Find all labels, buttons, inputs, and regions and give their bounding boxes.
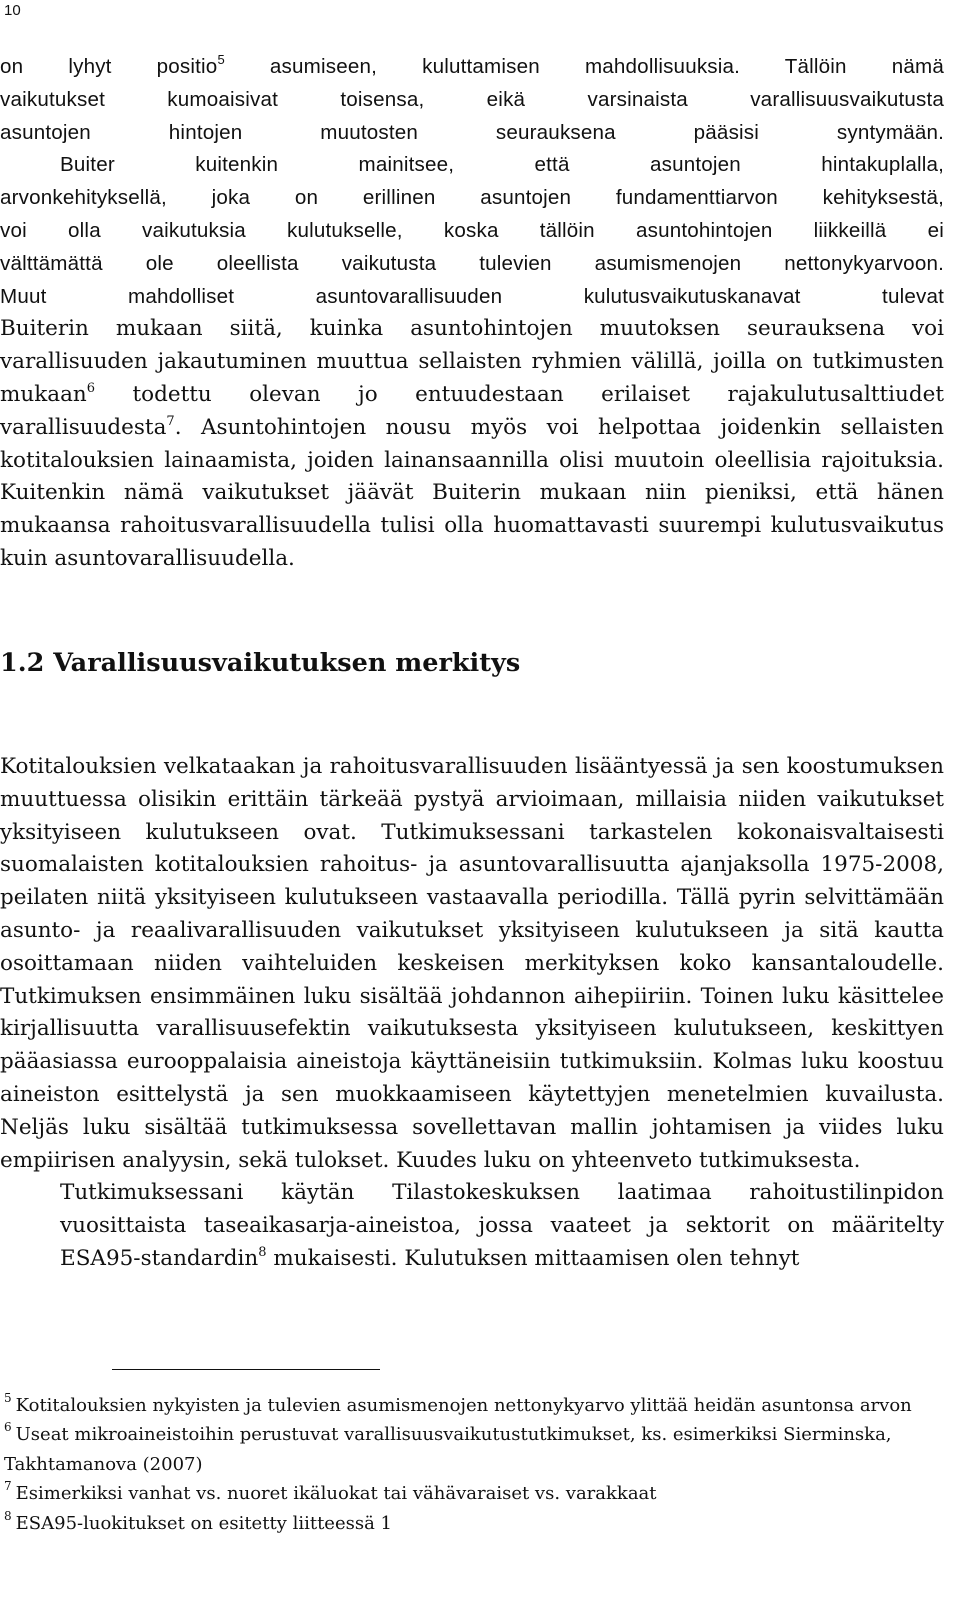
footnote-ref-5: 5 (217, 52, 225, 68)
footnote-7 (4, 1479, 934, 1508)
section-heading: 1.2 Varallisuusvaikutuksen merkitys (0, 648, 521, 678)
section-paragraph-2 (0, 1177, 944, 1275)
text-span: Buiterin mukaan siitä, kuinka asuntohintojen muutoksen seurauksena voi varallisuuden jakautuminen muuttua sellaisten ryhmien välillä, joilla on tutkimusten mukaan (0, 316, 944, 407)
paragraph-buiter-line-3 (0, 215, 944, 248)
text-line: vaikutukset kumoaisivat toisensa, eikä varsinaista varallisuusvaikutusta (0, 87, 944, 111)
footnote-number: 6 (4, 1420, 12, 1435)
text-line: Muut mahdolliset asuntovarallisuuden kulutusvaikutuskanavat tulevat (0, 284, 944, 308)
page-number: 10 (4, 2, 21, 19)
footnote-number: 7 (4, 1479, 12, 1494)
body-text (0, 51, 944, 576)
text-line: on lyhyt positio (0, 55, 218, 78)
footnote-ref-6: 6 (86, 380, 96, 396)
section-body (0, 751, 944, 1276)
text-line: asumiseen, kuluttamisen mahdollisuuksia. Tällöin nämä (224, 55, 944, 78)
paragraph-buiter-serif (0, 313, 944, 575)
footnote-text: ESA95-luokitukset on esitetty liitteessä 1 (15, 1512, 392, 1534)
section-paragraph-1: Kotitalouksien velkataakan ja rahoitusvarallisuuden lisääntyessä ja sen koostumuksen muuttuessa olisikin erittäin tärkeää pystyä arvioimaan, millaisia niiden vaikutukset yksityiseen kulutukseen ovat. Tutkimuksessani tarkastelen kokonaisvaltaisesti suomalaisten kotitalouksien rahoitus- ja asuntovarallisuutta ajanjaksolla 1975-2008, peilaten niitä yksityiseen kulutukseen vastaavalla periodilla. Tällä pyrin selvittämään asunto- ja reaalivarallisuuden vaikutukset yksityiseen kulutukseen ja sitä kautta osoittamaan niiden vaihteluiden keskeisen merkityksen koko kansantaloudelle. Tutkimuksen ensimmäinen luku sisältää johdannon aihepiiriin. Toinen luku käsittelee kirjallisuutta varallisuusefektin vaikutuksesta yksityiseen kulutukseen, keskittyen pääasiassa eurooppalaisia aineistoja käyttäneisiin tutkimuksiin. Kolmas luku koostuu aineiston esittelystä ja sen muokkaamiseen käytettyjen menetelmien kuvailusta. Neljäs luku sisältää tutkimuksessa sovellettavan mallin johtamisen ja viides luku empiirisen analyysin, sekä tulokset. Kuudes luku on yhteenveto tutkimuksesta. (0, 754, 944, 1173)
footnotes (4, 1391, 934, 1538)
text-span: mukaisesti. Kulutuksen mittaamisen olen tehnyt (266, 1245, 800, 1271)
footnote-6 (4, 1420, 934, 1479)
text-span: todettu olevan jo entuudestaan erilaiset rajakulutusalttiudet varallisuudesta (0, 381, 944, 440)
footnote-text: Esimerkiksi vanhat vs. nuoret ikäluokat tai vähävaraiset vs. varakkaat (15, 1483, 657, 1505)
footnote-number: 5 (4, 1391, 12, 1405)
footnote-text: Kotitalouksien nykyisten ja tulevien asumismenojen nettonykyarvo ylittää heidän asuntonsa arvon (15, 1395, 912, 1416)
footnote-ref-8: 8 (258, 1244, 267, 1260)
text-span: . Asuntohintojen nousu myös voi helpottaa joidenkin sellaisten kotitalouksien lainaamista, joiden lainansaannilla olisi muutoin oleellisia rajoituksia. Kuitenkin nämä vaikutukset jäävät Buiterin mukaan niin pieniksi, että hänen mukaansa rahoitusvarallisuudella tulisi olla huomattavasti suurempi kulutusvaikutus kuin asuntovarallisuudella. (0, 414, 944, 571)
text-line: voi olla vaikutuksia kulutukselle, koska tällöin asuntohintojen liikkeillä ei (0, 218, 944, 242)
paragraph-buiter-line-4 (0, 248, 944, 281)
text-line: välttämättä ole oleellista vaikutusta tulevien asumismenojen nettonykyarvoon. (0, 251, 944, 275)
paragraph-buiter-line-2 (0, 182, 944, 215)
text-line: asuntojen hintojen muutosten seurauksena pääsisi syntymään. (0, 120, 944, 144)
text-line: Buiter kuitenkin mainitsee, että asuntojen hintakuplalla, (60, 153, 944, 177)
text-span: Tutkimuksessani käytän Tilastokeskuksen laatimaa rahoitustilinpidon vuosittaista taseaikasarja-aineistoa, jossa vaateet ja sektorit on määritelty ESA95-standardin (60, 1180, 944, 1271)
footnote-8 (4, 1509, 934, 1538)
footnote-text: Useat mikroaineistoihin perustuvat varallisuusvaikutustutkimukset, ks. esimerkiksi Sierminska, Takhtamanova (2007) (4, 1424, 892, 1475)
text-line: arvonkehityksellä, joka on erillinen asuntojen fundamenttiarvon kehityksestä, (0, 186, 944, 210)
paragraph-buiter-line-5 (0, 281, 944, 314)
footnote-number: 8 (4, 1508, 12, 1523)
footnote-ref-7: 7 (166, 413, 175, 429)
paragraph-buiter-line-1 (0, 149, 944, 182)
footnote-separator (112, 1369, 380, 1370)
footnote-5 (4, 1391, 934, 1420)
paragraph-continued (0, 51, 944, 149)
